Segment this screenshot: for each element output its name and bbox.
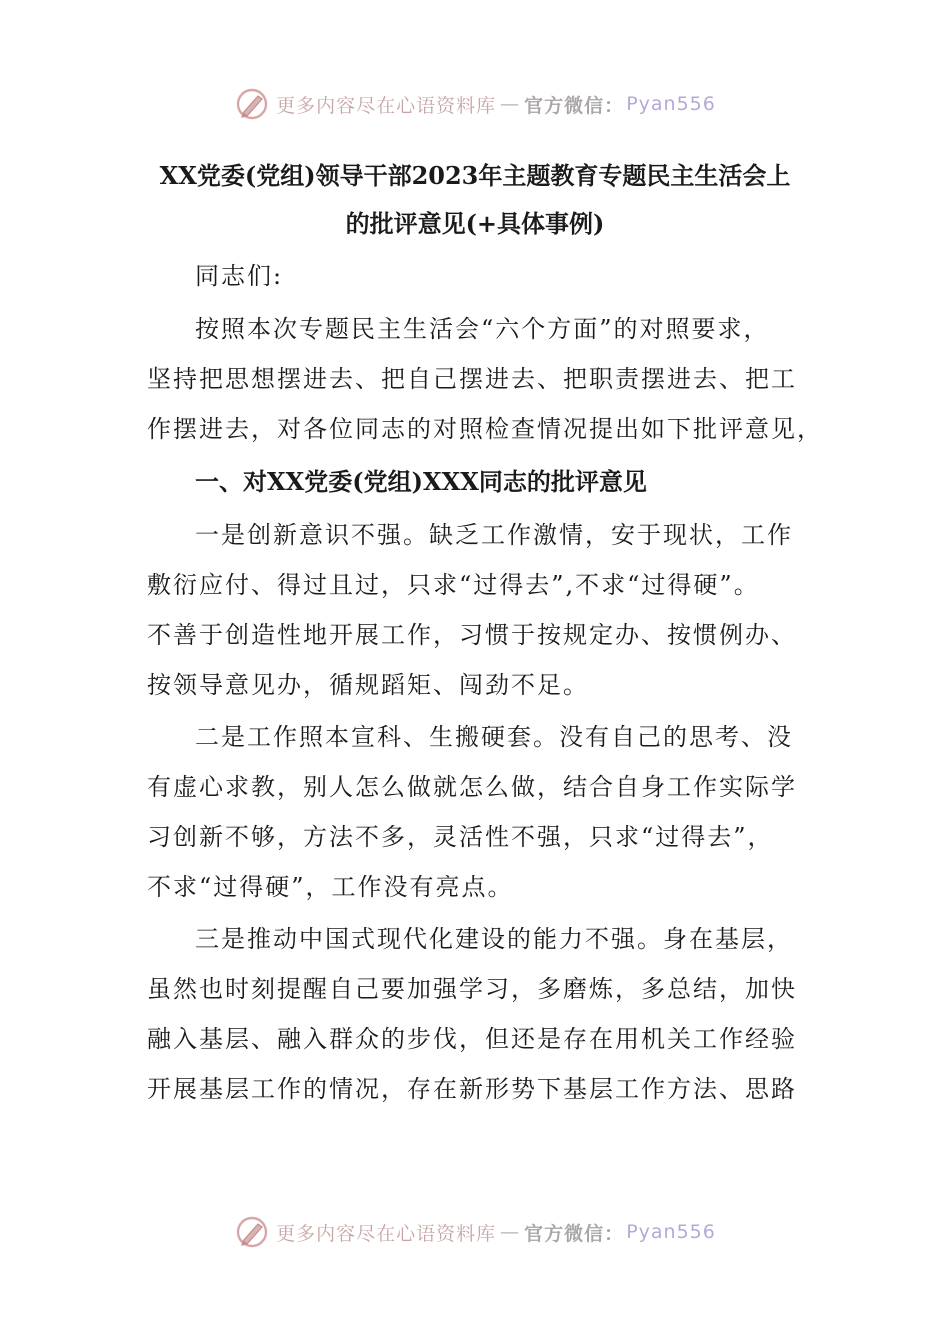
body-line: 虽然也时刻提醒自己要加强学习，多磨炼，多总结，加快	[147, 975, 797, 1003]
watermark-dash: —	[500, 1221, 521, 1243]
body-line: 习创新不够，方法不多，灵活性不强，只求“过得去”，	[147, 823, 774, 851]
salutation: 同志们:	[195, 262, 284, 290]
watermark-main-text: 更多内容尽在心语资料库	[276, 94, 497, 117]
body-line: 二是工作照本宣科、生搬硬套。没有自己的思考、没	[195, 723, 793, 751]
body-line: 按领导意见办，循规蹈矩、闯劲不足。	[147, 671, 589, 699]
watermark-wechat-id: Pyan556	[626, 93, 716, 115]
body-line: 一是创新意识不强。缺乏工作激情，安于现状，工作	[195, 521, 793, 549]
pen-logo-icon	[234, 86, 270, 122]
body-line: 融入基层、融入群众的步伐，但还是存在用机关工作经验	[147, 1025, 797, 1053]
body-line: 坚持把思想摆进去、把自己摆进去、把职责摆进去、把工	[147, 365, 797, 393]
body-line: 开展基层工作的情况，存在新形势下基层工作方法、思路	[147, 1075, 797, 1103]
body-line: 不求“过得硬”，工作没有亮点。	[147, 873, 514, 901]
body-line: 不善于创造性地开展工作，习惯于按规定办、按惯例办、	[147, 621, 797, 649]
header-watermark	[0, 84, 950, 124]
document-title-line-1: XX党委(党组)领导干部2023年主题教育专题民主生活会上	[159, 161, 791, 190]
footer-watermark	[0, 1212, 950, 1252]
watermark-main-text: 更多内容尽在心语资料库	[276, 1222, 497, 1245]
body-line: 按照本次专题民主生活会“六个方面”的对照要求，	[195, 315, 770, 343]
body-line: 敷衍应付、得过且过，只求“过得去”,不求“过得硬”。	[147, 571, 760, 599]
body-line: 有虚心求教，别人怎么做就怎么做，结合自身工作实际学	[147, 773, 797, 801]
watermark-official-label: 官方微信：	[524, 1222, 625, 1245]
pen-logo-icon	[234, 1214, 270, 1250]
body-line: 三是推动中国式现代化建设的能力不强。身在基层，	[195, 925, 793, 953]
watermark-wechat-id: Pyan556	[626, 1221, 716, 1243]
watermark-official-label: 官方微信：	[524, 94, 625, 117]
watermark-dash: —	[500, 93, 521, 115]
section-heading: 一、对XX党委(党组)XXX同志的批评意见	[195, 467, 647, 496]
body-line: 作摆进去，对各位同志的对照检查情况提出如下批评意见，	[147, 415, 823, 443]
document-title-line-2: 的批评意见(+具体事例)	[345, 209, 605, 238]
